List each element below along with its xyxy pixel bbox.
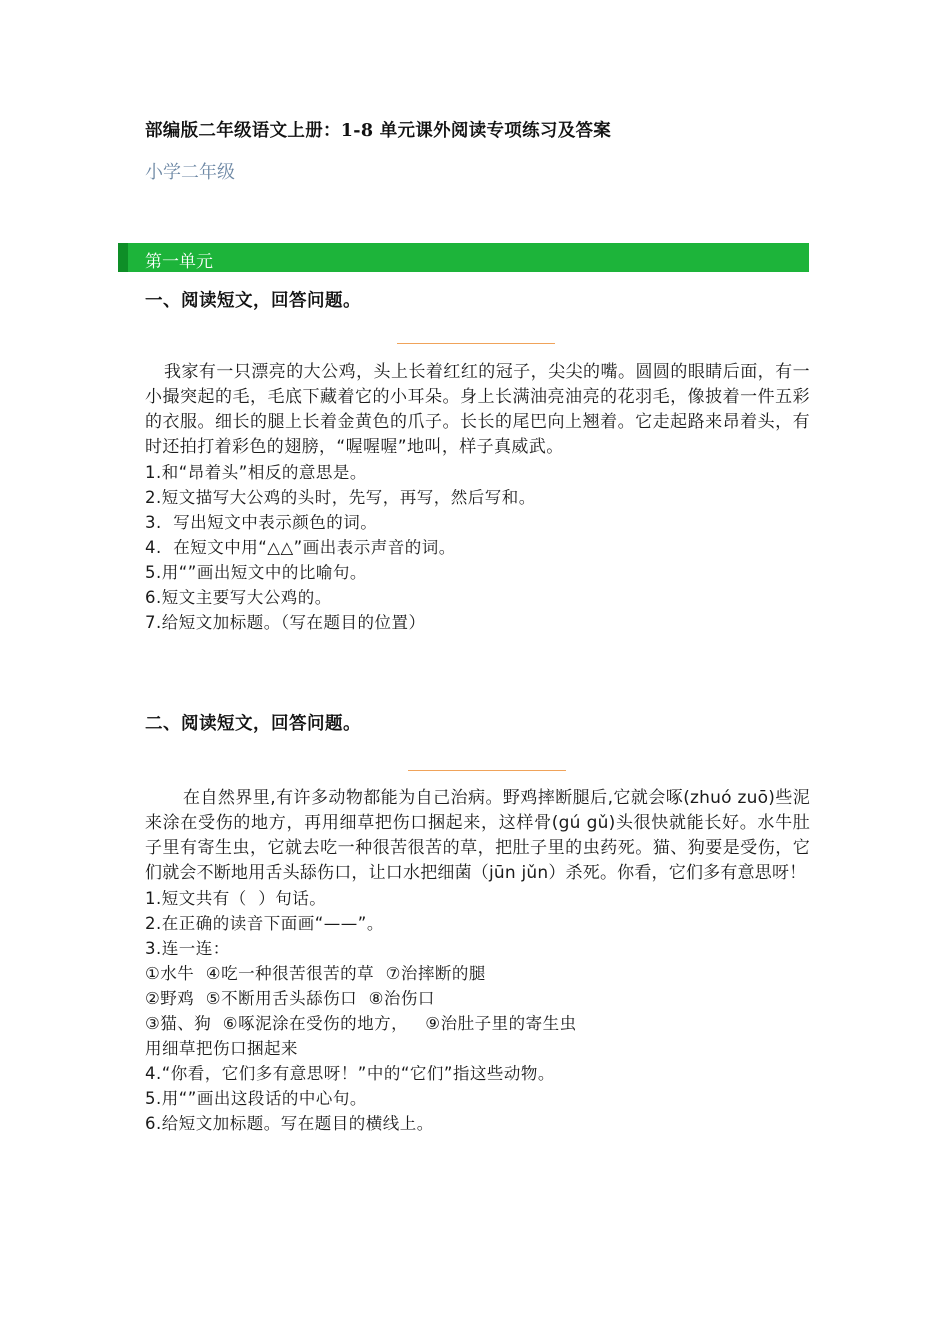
question-item: 4. 在短文中用“△△”画出表示声音的词。	[145, 538, 456, 557]
section-2-questions	[145, 886, 810, 1136]
section-2-title-line	[408, 770, 566, 771]
section-1-questions	[145, 460, 810, 635]
section-1-passage: 我家有一只漂亮的大公鸡，头上长着红红的冠子，尖尖的嘴。圆圆的眼睛后面，有一小撮突起的毛，毛底下藏着它的小耳朵。身上长满油亮油亮的花羽毛，像披着一件五彩的衣服。细长的腿上长着金黄色的爪子。长长的尾巴向上翘着。它走起路来昂着头，有时还拍打着彩色的翅膀，“喔喔喔”地叫，样子真威武。	[145, 362, 810, 457]
matching-row: ③猫、狗 ⑥啄泥涂在受伤的地方， ⑨治肚子里的寄生虫	[145, 1014, 577, 1033]
section-1-title-line	[397, 343, 555, 344]
question-item: 5.用“”画出这段话的中心句。	[145, 1089, 367, 1108]
question-item: 1.短文共有（ ）句话。	[145, 889, 327, 908]
section-2	[145, 710, 810, 1136]
document-subtitle: 小学二年级	[145, 162, 235, 183]
section-1	[145, 287, 810, 635]
question-item: 3. 写出短文中表示颜色的词。	[145, 513, 378, 532]
unit-bar-label: 第一单元	[145, 252, 213, 272]
document-title: 部编版二年级语文上册：1-8 单元课外阅读专项练习及答案	[145, 121, 612, 141]
question-item: 2.短文描写大公鸡的头时，先写，再写，然后写和。	[145, 488, 536, 507]
question-item: 4.“你看，它们多有意思呀！”中的“它们”指这些动物。	[145, 1064, 555, 1083]
question-item: 1.和“昂着头”相反的意思是。	[145, 463, 367, 482]
question-item: 6.短文主要写大公鸡的。	[145, 588, 332, 607]
unit-bar	[118, 243, 809, 272]
question-item: 6.给短文加标题。写在题目的横线上。	[145, 1114, 434, 1133]
matching-row: ②野鸡 ⑤不断用舌头舔伤口 ⑧治伤口	[145, 989, 435, 1008]
question-item: 7.给短文加标题。（写在题目的位置）	[145, 613, 426, 632]
matching-row-continuation: 用细草把伤口捆起来	[145, 1039, 298, 1058]
question-item: 5.用“”画出短文中的比喻句。	[145, 563, 367, 582]
section-2-heading: 二、阅读短文，回答问题。	[145, 714, 361, 734]
question-item: 3.连一连：	[145, 939, 230, 958]
question-item: 2.在正确的读音下面画“——”。	[145, 914, 384, 933]
section-1-heading: 一、阅读短文，回答问题。	[145, 291, 361, 311]
matching-row: ①水牛 ④吃一种很苦很苦的草 ⑦治摔断的腿	[145, 964, 486, 983]
section-2-passage: 在自然界里,有许多动物都能为自己治病。野鸡摔断腿后,它就会啄(zhuó zuō)些泥来涂在受伤的地方，再用细草把伤口捆起来，这样骨(gú gǔ)头很快就能长好。水牛肚子里有寄生虫，它就去吃一种很苦很苦的草，把肚子里的虫药死。猫、狗要是受伤，它们就会不断地用舌头舔伤口，让口水把细菌（jūn jǔn）杀死。你看，它们多有意思呀！	[145, 788, 810, 883]
